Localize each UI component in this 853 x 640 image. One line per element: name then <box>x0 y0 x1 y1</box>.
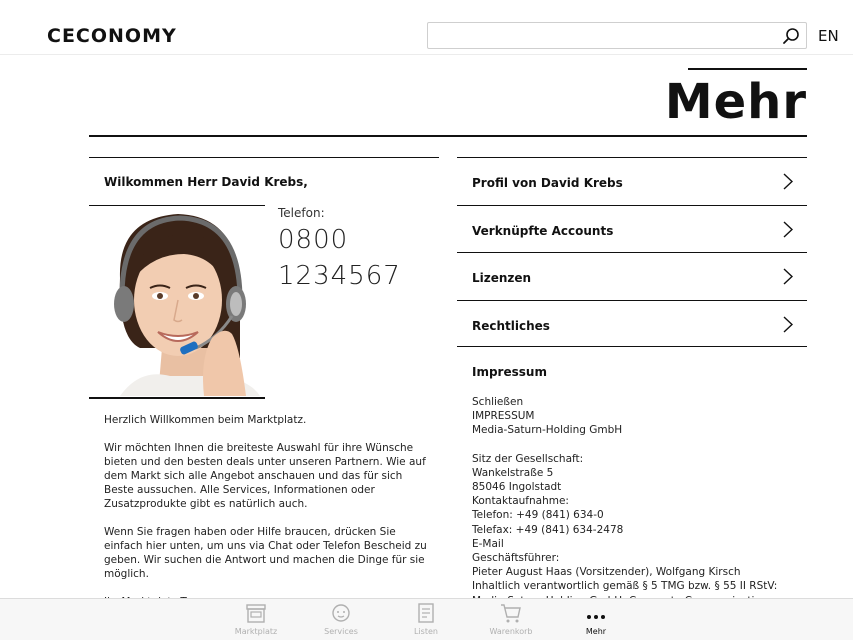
impressum-line: Geschäftsführer: <box>472 552 560 565</box>
impressum-fax: Telefax: +49 (841) 634-2478 <box>472 523 624 536</box>
title-accent-rule <box>688 68 807 70</box>
impressum-line: Sitz der Gesellschaft: <box>472 452 584 465</box>
impressum-line: Kontaktaufnahme: <box>472 495 569 508</box>
intro-paragraph: Herzlich Willkommen beim Marktplatz. <box>104 414 307 426</box>
more-icon <box>584 601 608 625</box>
impressum-line: Media-Saturn-Holding GmbH <box>472 424 623 437</box>
tab-label: Listen <box>414 627 438 636</box>
chevron-right-icon <box>783 173 793 190</box>
search-input[interactable] <box>428 23 768 48</box>
tab-bar <box>0 598 853 640</box>
left-divider <box>89 157 439 158</box>
chevron-right-icon <box>783 316 793 333</box>
impressum-line: Pieter August Haas (Vorsitzender), Wolfgang Kirsch <box>472 566 741 579</box>
storefront-icon <box>244 601 268 625</box>
phone-label: Telefon: <box>278 206 325 220</box>
tab-warenkorb[interactable] <box>471 601 551 640</box>
tab-marktplatz[interactable] <box>216 601 296 640</box>
chevron-right-icon <box>783 268 793 285</box>
tab-mehr[interactable] <box>556 601 636 640</box>
menu-item-label: Profil von David Krebs <box>472 176 623 190</box>
cart-icon <box>499 601 523 625</box>
search-icon[interactable] <box>782 27 800 45</box>
tab-label: Marktplatz <box>234 627 278 636</box>
menu-item-label: Lizenzen <box>472 271 532 285</box>
menu-item-licenses[interactable] <box>457 252 807 300</box>
impressum-title: Impressum <box>472 365 547 379</box>
tab-label: Warenkorb <box>489 627 533 636</box>
impressum-line: Wankelstraße 5 <box>472 466 554 479</box>
intro-text <box>104 413 434 623</box>
menu-item-label: Rechtliches <box>472 318 550 333</box>
menu-item-label: Verknüpfte Accounts <box>472 223 614 238</box>
impressum-close-link[interactable]: Schließen <box>472 396 524 408</box>
support-agent-photo <box>100 208 260 396</box>
tab-label: Services <box>324 627 358 636</box>
tab-label: Mehr <box>585 627 607 636</box>
phone-number-line1: 0800 <box>278 225 349 255</box>
intro-paragraph: Wenn Sie fragen haben oder Hilfe braucen, drücken Sie einfach hier unten, um uns via Chat oder Telefon Bescheid zu geben. Wir suchen die Antwort und machen die Dinge für sie möglich. <box>104 526 427 580</box>
logo[interactable]: CECONOMY <box>47 25 177 47</box>
tab-services[interactable] <box>301 601 381 640</box>
chevron-right-icon <box>783 221 793 238</box>
more-menu <box>457 157 807 347</box>
photo-divider-top <box>89 205 265 206</box>
top-bar <box>0 0 853 55</box>
impressum-line: IMPRESSUM <box>472 410 535 423</box>
search-box[interactable] <box>427 22 807 49</box>
phone-number-line2: 1234567 <box>278 261 401 291</box>
impressum-email-link[interactable]: E-Mail <box>472 537 504 550</box>
impressum-line: Inhaltlich verantwortlich gemäß § 5 TMG bzw. § 55 II RStV: <box>472 580 778 593</box>
list-icon <box>414 601 438 625</box>
welcome-text: Wilkommen Herr David Krebs, <box>104 175 308 189</box>
page-title: Mehr <box>664 74 807 130</box>
impressum-phone[interactable]: Telefon: +49 (841) 634-0 <box>472 509 604 522</box>
impressum-text <box>472 395 802 622</box>
photo-divider-bottom <box>89 397 265 399</box>
intro-paragraph: Wir möchten Ihnen die breiteste Auswahl für ihre Wünsche bieten und den besten deals unter unseren Partnern. Wie auf dem Markt sich alle Angebot anschauen und das für sich Beste aussuchen. Alle Services, Informationen oder Zusatzprodukte gibt es natürlich auch. <box>104 442 426 510</box>
language-switch[interactable]: EN <box>818 27 839 45</box>
impressum-line: 85046 Ingolstadt <box>472 481 562 494</box>
tab-listen[interactable] <box>386 601 466 640</box>
menu-item-profile[interactable] <box>457 157 807 205</box>
face-icon <box>329 601 353 625</box>
phone-number[interactable] <box>278 222 401 294</box>
menu-item-legal[interactable] <box>457 300 807 348</box>
title-divider <box>89 135 807 137</box>
menu-item-linked-accounts[interactable] <box>457 205 807 253</box>
